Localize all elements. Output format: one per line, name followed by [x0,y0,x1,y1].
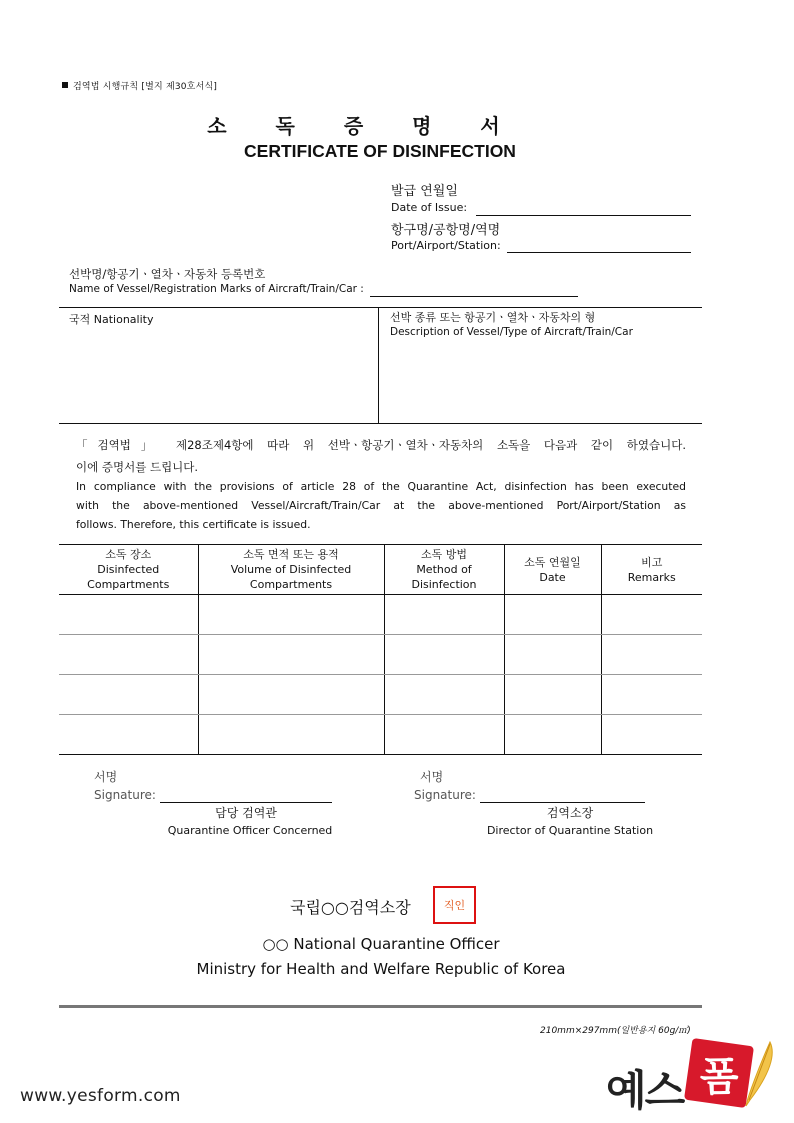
signature-right-label-ko: 서명 [420,770,444,784]
paper-spec: 210mm×297mm(일반용지 60g/㎡) [540,1026,691,1036]
issue-date-label-en: Date of Issue: [391,201,468,214]
table-header-row [59,545,702,595]
issuer-korean: 국립○○검역소장 [290,898,411,917]
statement-en-line-2: with the above-mentioned Vessel/Aircraft/Train/Car at the above-mentioned Port/Airport/Station as [76,499,686,512]
vessel-description-field[interactable] [381,345,699,420]
table-row [59,595,702,635]
disinfection-table [59,544,702,755]
signature-left-field[interactable] [160,790,332,803]
logo-text: 예스 [606,1066,684,1115]
signature-right-label-en: Signature: [414,788,476,802]
table-cell[interactable] [59,635,198,675]
table-row [59,675,702,715]
table-cell[interactable] [504,715,601,755]
title-english: CERTIFICATE OF DISINFECTION [244,141,516,161]
table-cell[interactable] [601,675,702,715]
table-cell[interactable] [59,595,198,635]
header-volume: 소독 면적 또는 용적 Volume of Disinfected Compartments [198,545,384,595]
statement-ko-line-2: 이에 증명서를 드립니다. [76,460,199,474]
issue-date-field[interactable] [476,203,691,216]
issuer-english-line-2: Ministry for Health and Welfare Republic of Korea [196,960,566,978]
table-cell[interactable] [384,675,504,715]
table-cell[interactable] [504,675,601,715]
table-cell[interactable] [601,635,702,675]
director-role-ko: 검역소장 [546,806,594,820]
table-cell[interactable] [384,635,504,675]
table-cell[interactable] [59,675,198,715]
statement-en-line-1: In compliance with the provisions of article 28 of the Quarantine Act, disinfection has been executed [76,480,686,493]
table-cell[interactable] [198,675,384,715]
issuer-english-line-1: ○○ National Quarantine Officer [262,935,500,953]
feather-pen-icon [740,1040,780,1110]
table-cell[interactable] [504,635,601,675]
officer-role-en: Quarantine Officer Concerned [167,824,333,837]
vessel-description-label-en: Description of Vessel/Type of Aircraft/Train/Car [390,326,633,338]
statement-en-line-3: follows. Therefore, this certificate is issued. [76,518,311,531]
table-cell[interactable] [198,635,384,675]
square-bullet-icon [62,82,68,88]
signature-left-label-ko: 서명 [94,770,118,784]
info-box-bottom-border [59,423,702,424]
table-row [59,635,702,675]
info-box-divider [378,307,379,423]
form-number: 검역법 시행규칙 [별지 제30호서식] [62,79,217,92]
port-label-en: Port/Airport/Station: [391,239,501,252]
signature-left-label-en: Signature: [94,788,156,802]
table-cell[interactable] [384,715,504,755]
signature-right-field[interactable] [480,790,645,803]
title-korean: 소 독 증 명 서 [207,114,521,138]
director-role-en: Director of Quarantine Station [486,824,654,837]
table-row [59,715,702,755]
statement-ko-line-1: 「검역법」 제28조제4항에 따라 위 선박ㆍ항공기ㆍ열차ㆍ자동차의 소독을 다음과 같이 하였습니다. [76,438,686,452]
vessel-name-field[interactable] [370,284,578,297]
officer-role-ko: 담당 검역관 [215,806,277,820]
footer-rule [59,1005,702,1008]
port-field[interactable] [507,240,691,253]
table-cell[interactable] [384,595,504,635]
table-cell[interactable] [601,595,702,635]
nationality-field[interactable] [60,330,376,420]
official-seal: 직인 [433,886,476,924]
nationality-label: 국적 Nationality [69,313,154,326]
header-compartments: 소독 장소 Disinfected Compartments [59,545,198,595]
issue-date-label-ko: 발급 연월일 [391,184,458,199]
header-remarks: 비고 Remarks [601,545,702,595]
table-cell[interactable] [601,715,702,755]
vessel-description-label-ko: 선박 종류 또는 항공기ㆍ열차ㆍ자동차의 형 [390,311,596,324]
logo-box: 폼 [684,1038,754,1108]
table-cell[interactable] [198,715,384,755]
table-cell[interactable] [504,595,601,635]
vessel-label-en: Name of Vessel/Registration Marks of Aircraft/Train/Car : [69,283,364,295]
site-url[interactable]: www.yesform.com [20,1086,181,1106]
info-box-top-border [59,307,702,308]
port-label-ko: 항구명/공항명/역명 [391,223,501,238]
header-date: 소독 연월일 Date [504,545,601,595]
table-cell[interactable] [59,715,198,755]
header-method: 소독 방법 Method of Disinfection [384,545,504,595]
table-cell[interactable] [198,595,384,635]
vessel-label-ko: 선박명/항공기ㆍ열차ㆍ자동차 등록번호 [69,267,266,281]
